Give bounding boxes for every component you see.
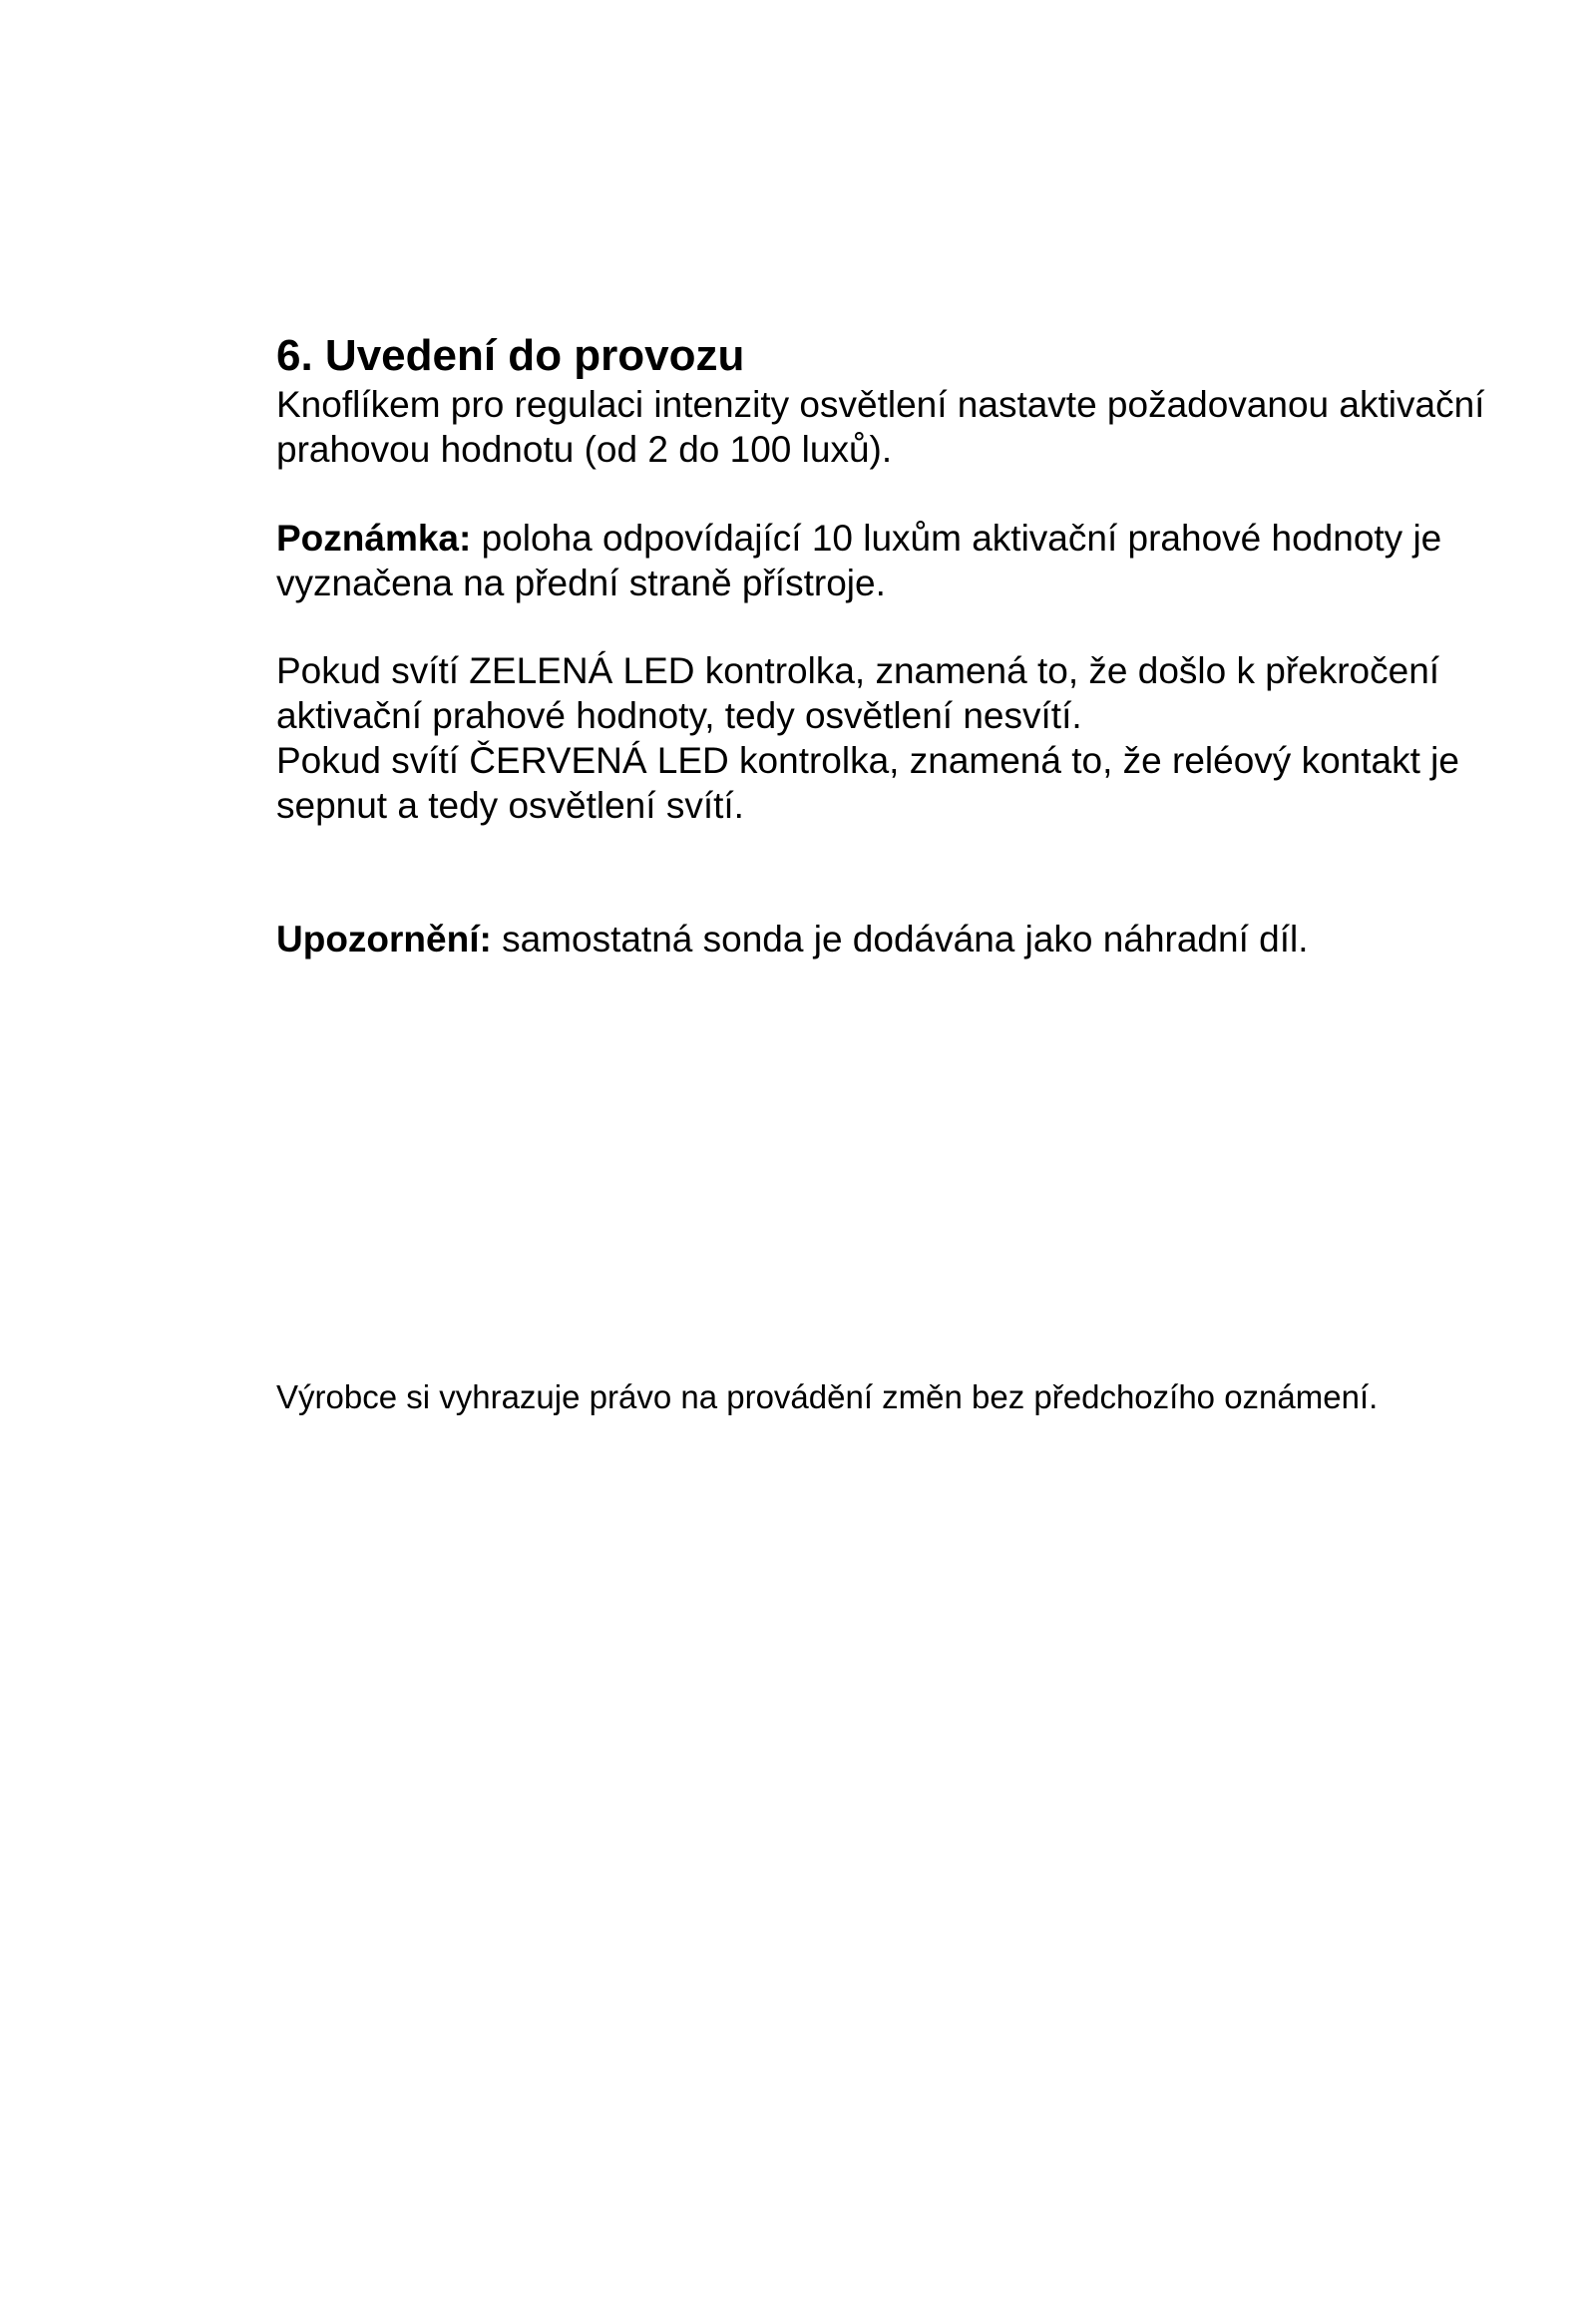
intro-paragraph <box>276 382 1573 472</box>
note-label: Poznámka: <box>276 518 472 559</box>
warning-paragraph <box>276 917 1573 961</box>
note-line-1 <box>276 516 1573 561</box>
note-line-2: vyznačena na přední straně přístroje. <box>276 563 886 603</box>
intro-line-1: Knoflíkem pro regulaci intenzity osvětlení nastavte požadovanou aktivační <box>276 384 1485 425</box>
green-led-line-2: aktivační prahové hodnoty, tedy osvětlení nesvítí. <box>276 695 1082 736</box>
red-led-line-1: Pokud svítí ČERVENÁ LED kontrolka, znamená to, že reléový kontakt je <box>276 740 1459 781</box>
intro-line-2: prahovou hodnotu (od 2 do 100 luxů). <box>276 429 893 470</box>
green-led-line-1: Pokud svítí ZELENÁ LED kontrolka, znamená to, že došlo k překročení <box>276 650 1440 691</box>
led-paragraph <box>276 648 1573 828</box>
note-paragraph <box>276 516 1573 605</box>
warning-text: samostatná sonda je dodávána jako náhradní díl. <box>491 919 1309 959</box>
red-led-line-2: sepnut a tedy osvětlení svítí. <box>276 785 744 826</box>
section-heading: 6. Uvedení do provozu <box>276 331 745 380</box>
note-text: poloha odpovídající 10 luxům aktivační prahové hodnoty je <box>471 518 1442 559</box>
warning-line <box>276 917 1573 961</box>
footer-disclaimer: Výrobce si vyhrazuje právo na provádění změn bez předchozího oznámení. <box>276 1378 1379 1415</box>
warning-label: Upozornění: <box>276 919 492 959</box>
